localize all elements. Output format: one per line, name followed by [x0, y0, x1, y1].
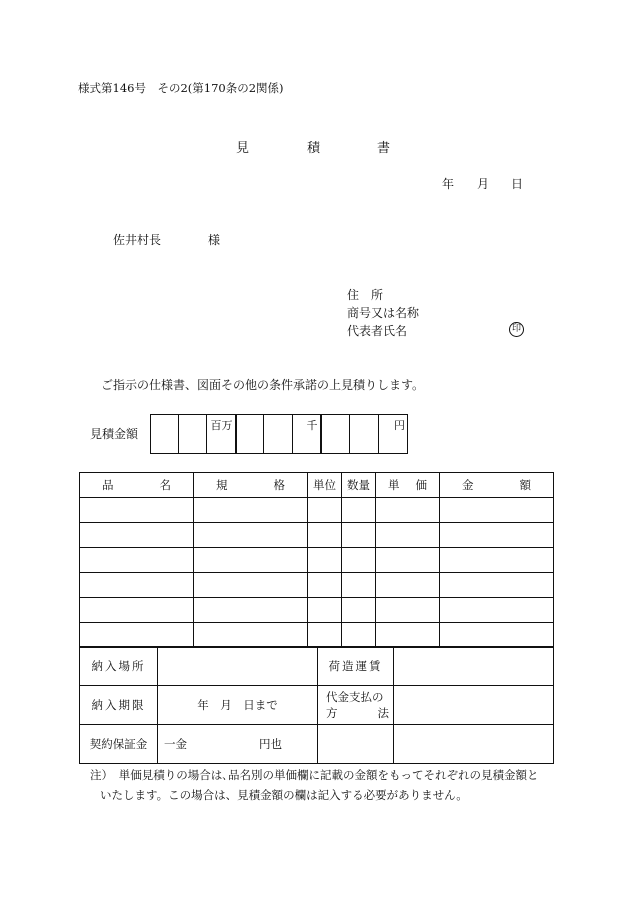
amount-digit-cell[interactable] — [321, 415, 350, 454]
payment-method-label: 代金支払の 方 法 — [318, 686, 394, 725]
items-table-header — [80, 473, 554, 498]
cell-spec[interactable] — [194, 548, 308, 573]
cell-unit[interactable] — [308, 548, 342, 573]
amount-digit-cell[interactable] — [379, 415, 408, 454]
table-row — [80, 623, 554, 648]
cell-unit-price[interactable] — [376, 523, 440, 548]
terms-table — [79, 646, 554, 764]
delivery-place-input[interactable] — [158, 647, 318, 686]
cell-item-name[interactable] — [80, 598, 194, 623]
seal-mark: 印 — [509, 322, 524, 337]
cell-unit-price[interactable] — [376, 573, 440, 598]
honorific: 様 — [208, 233, 221, 247]
form-number: 様式第146号 その2(第170条の2関係) — [78, 81, 284, 95]
table-row — [80, 573, 554, 598]
cell-item-name[interactable] — [80, 573, 194, 598]
table-row — [80, 598, 554, 623]
cell-unit-price[interactable] — [376, 548, 440, 573]
title-char-2: 積 — [307, 141, 321, 156]
cell-unit[interactable] — [308, 623, 342, 648]
unit-thousand: 千 — [306, 419, 318, 432]
cell-unit[interactable] — [308, 523, 342, 548]
intro-statement: ご指示の仕様書、図面その他の条件承諾の上見積りします。 — [101, 378, 425, 392]
sender-company-label: 商号又は名称 — [347, 306, 420, 320]
cell-amount[interactable] — [440, 523, 554, 548]
cell-amount[interactable] — [440, 573, 554, 598]
amount-digit-cell[interactable] — [179, 415, 207, 454]
cell-spec[interactable] — [194, 598, 308, 623]
cell-spec[interactable] — [194, 523, 308, 548]
delivery-deadline-label: 納入期限 — [80, 686, 158, 725]
cell-item-name[interactable] — [80, 523, 194, 548]
cell-item-name[interactable] — [80, 623, 194, 648]
cell-unit-price[interactable] — [376, 498, 440, 523]
cell-amount[interactable] — [440, 498, 554, 523]
cell-spec[interactable] — [194, 623, 308, 648]
header-quantity: 数量 — [342, 473, 376, 498]
cell-item-name[interactable] — [80, 498, 194, 523]
blank-cell — [318, 725, 394, 764]
cell-unit-price[interactable] — [376, 598, 440, 623]
table-row — [80, 498, 554, 523]
date-year-label: 年 — [442, 177, 455, 191]
sender-representative-label: 代表者氏名 — [347, 324, 408, 338]
note-line-2: いたします。この場合は、見積金額の欄は記入する必要がありません。 — [100, 788, 468, 802]
addressee: 佐井村長 — [113, 233, 162, 247]
cell-quantity[interactable] — [342, 523, 376, 548]
payment-method-input[interactable] — [394, 686, 554, 725]
cell-item-name[interactable] — [80, 548, 194, 573]
note-line-1: 注） 単価見積りの場合は､品名別の単価欄に記載の金額をもってそれぞれの見積金額と — [90, 768, 539, 782]
cell-spec[interactable] — [194, 573, 308, 598]
cell-amount[interactable] — [440, 548, 554, 573]
items-table — [79, 472, 554, 648]
cell-quantity[interactable] — [342, 548, 376, 573]
cell-quantity[interactable] — [342, 598, 376, 623]
unit-yen: 円 — [394, 419, 405, 432]
cell-spec[interactable] — [194, 498, 308, 523]
cell-quantity[interactable] — [342, 573, 376, 598]
cell-quantity[interactable] — [342, 623, 376, 648]
date-month-label: 月 — [477, 177, 490, 191]
amount-digit-cell[interactable] — [293, 415, 321, 454]
title-char-3: 書 — [377, 141, 391, 156]
cell-unit[interactable] — [308, 498, 342, 523]
cell-unit[interactable] — [308, 573, 342, 598]
sender-address-label: 住 所 — [347, 288, 384, 302]
header-unit: 単位 — [308, 473, 342, 498]
shipping-cost-label: 荷造運賃 — [318, 647, 394, 686]
delivery-deadline-input[interactable]: 年 月 日まで — [158, 686, 318, 725]
shipping-cost-input[interactable] — [394, 647, 554, 686]
cell-quantity[interactable] — [342, 498, 376, 523]
amount-digit-cell[interactable] — [236, 415, 264, 454]
header-spec: 規 格 — [194, 473, 308, 498]
amount-label: 見積金額 — [90, 427, 139, 441]
date-day-label: 日 — [511, 177, 524, 191]
contract-guarantee-input[interactable]: 一金 円也 — [158, 725, 318, 764]
amount-grid — [150, 414, 408, 454]
amount-digit-cell[interactable] — [151, 415, 179, 454]
cell-unit-price[interactable] — [376, 623, 440, 648]
delivery-place-label: 納入場所 — [80, 647, 158, 686]
title-char-1: 見 — [236, 141, 250, 156]
contract-guarantee-label: 契約保証金 — [80, 725, 158, 764]
header-item-name: 品 名 — [80, 473, 194, 498]
blank-cell — [394, 725, 554, 764]
unit-million: 百万 — [210, 419, 233, 432]
amount-digit-cell[interactable] — [207, 415, 236, 454]
table-row — [80, 523, 554, 548]
amount-digit-cell[interactable] — [264, 415, 293, 454]
table-row — [80, 548, 554, 573]
cell-amount[interactable] — [440, 623, 554, 648]
amount-digit-cell[interactable] — [350, 415, 379, 454]
cell-amount[interactable] — [440, 598, 554, 623]
cell-unit[interactable] — [308, 598, 342, 623]
header-amount: 金 額 — [440, 473, 554, 498]
header-unit-price: 単 価 — [376, 473, 440, 498]
